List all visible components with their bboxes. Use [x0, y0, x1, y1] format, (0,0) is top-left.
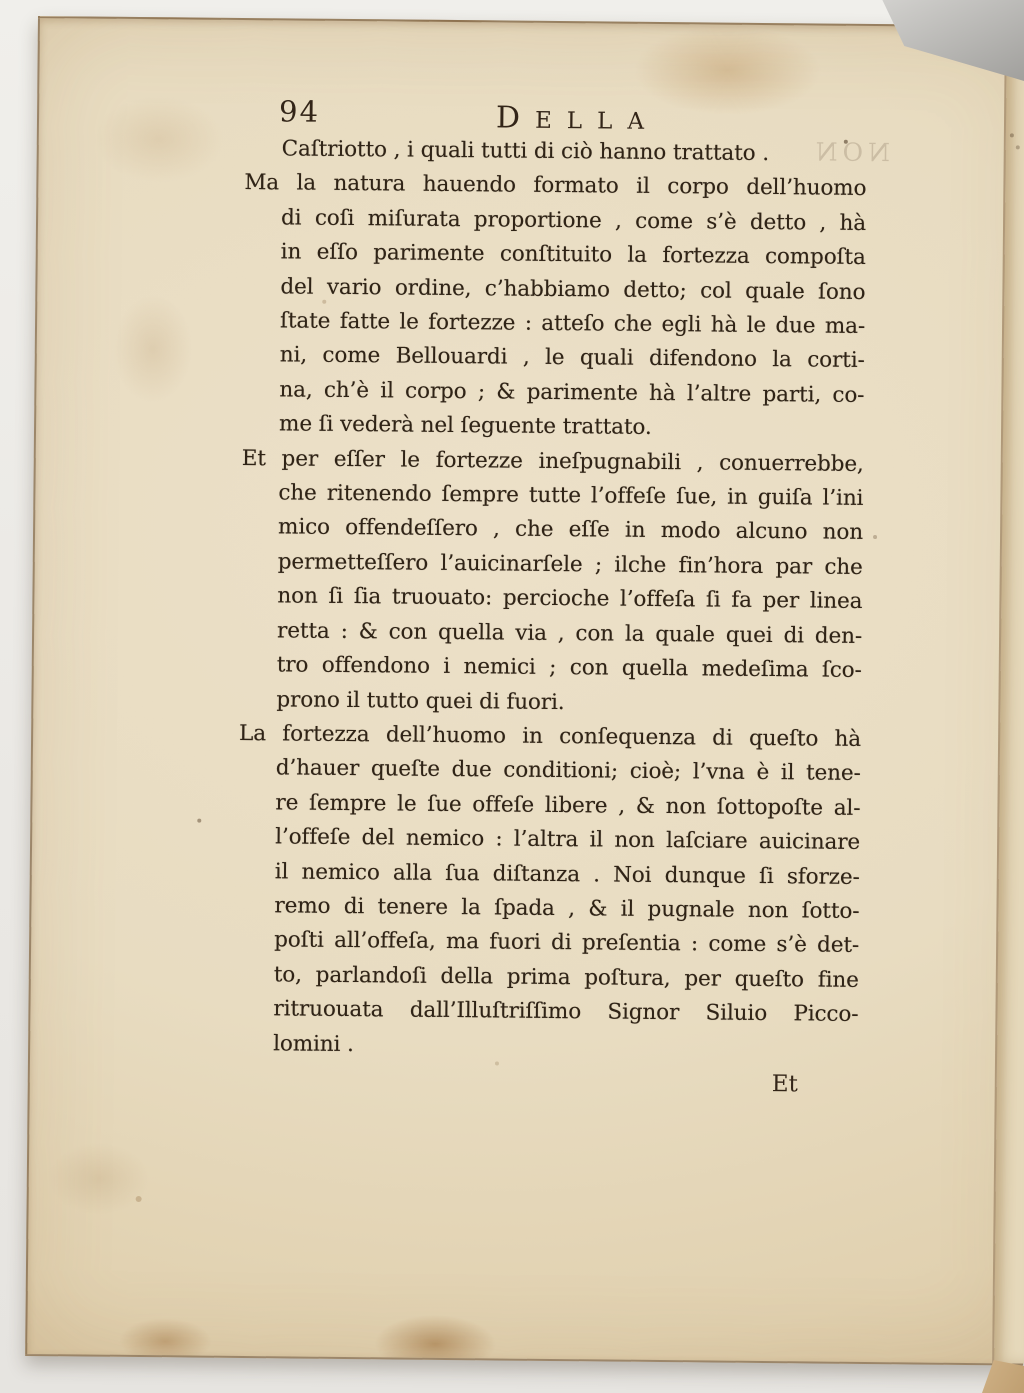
text-line: ritruouata dall’Illuſtriſſimo Signor Siluio Picco- — [273, 996, 859, 1028]
text-line: che ritenendo ſempre tutte l’offeſe ſue, in guiſa l’ini — [278, 480, 864, 512]
text-line: Et per eſſer le fortezze ineſpugnabili , conuerrebbe, — [241, 445, 864, 477]
text-line: di coſi miſurata proportione , come s’è detto , hà — [280, 205, 867, 236]
text-line: retta : & con quella via , con la quale quei di den- — [276, 618, 863, 649]
running-header: DELLA — [495, 100, 660, 136]
text-line: remo di tenere la ſpada , & il pugnale non ſotto- — [274, 893, 860, 924]
text-line: permetteſſero l’auicinarſele ; ilche fin’hora par che — [277, 549, 863, 580]
text-line: Caſtriotto , i quali tutti di ciò hanno trattato . — [281, 136, 770, 167]
text-line: to, parlandoſi della prima poſtura, per queſto fine — [273, 962, 859, 993]
text-line: me ſi vederà nel ſeguente trattato. — [278, 411, 652, 441]
text-line: ni, come Bellouardi , le quali difendono la corti- — [279, 342, 865, 374]
show-through-ghost-text: NON — [810, 137, 891, 168]
foxing-specks — [197, 819, 201, 823]
catchword: Et — [771, 1071, 798, 1098]
text-line: La fortezza dell’huomo in conſequenza di queſto hà — [239, 720, 862, 752]
paragraph — [242, 166, 867, 447]
text-line: Ma la natura hauendo formato il corpo dell’huomo — [244, 170, 867, 202]
text-line: ſtate fatte le fortezze : atteſo che egli hà le due ma- — [279, 308, 866, 339]
text-line: il nemico alla ſua diſtanza . Noi dunque ſi sforze- — [274, 858, 860, 890]
text-line: re ſempre le ſue offeſe libere , & non ſottopoſte al- — [275, 790, 861, 821]
text-line: poſti all’offeſa, ma fuori di preſentia : come s’è det- — [274, 927, 860, 959]
text-line: del vario ordine, c’habbiamo detto; col quale ſono — [280, 273, 866, 305]
text-line: l’offeſe del nemico : l’altra il non laſciare auicinare — [275, 824, 861, 856]
text-line: d’hauer queſte due conditioni; cioè; l’vna è il tene- — [275, 755, 861, 787]
paragraph — [236, 717, 861, 1067]
book-page — [25, 16, 1024, 1366]
text-line: na, ch’è il corpo ; & parimente hà l’altre parti, co- — [279, 377, 865, 408]
paragraph — [239, 442, 864, 723]
adjacent-page-edge — [992, 27, 1024, 1363]
text-block — [236, 132, 867, 1067]
text-line: in eſſo parimente conſtituito la fortezza compoſta — [280, 239, 866, 271]
text-line: prono il tutto quei di fuori. — [276, 686, 565, 715]
page-number: 94 — [278, 94, 321, 129]
text-line: mico offendeſſero , che eſſe in modo alcuno non — [277, 514, 864, 546]
text-line: lomini . — [273, 1030, 354, 1057]
text-line: non ſi ſia truouato: percioche l’offeſa ſi fa per linea — [277, 583, 863, 615]
text-line: tro offendono i nemici ; con quella medeſima ſco- — [276, 652, 862, 684]
